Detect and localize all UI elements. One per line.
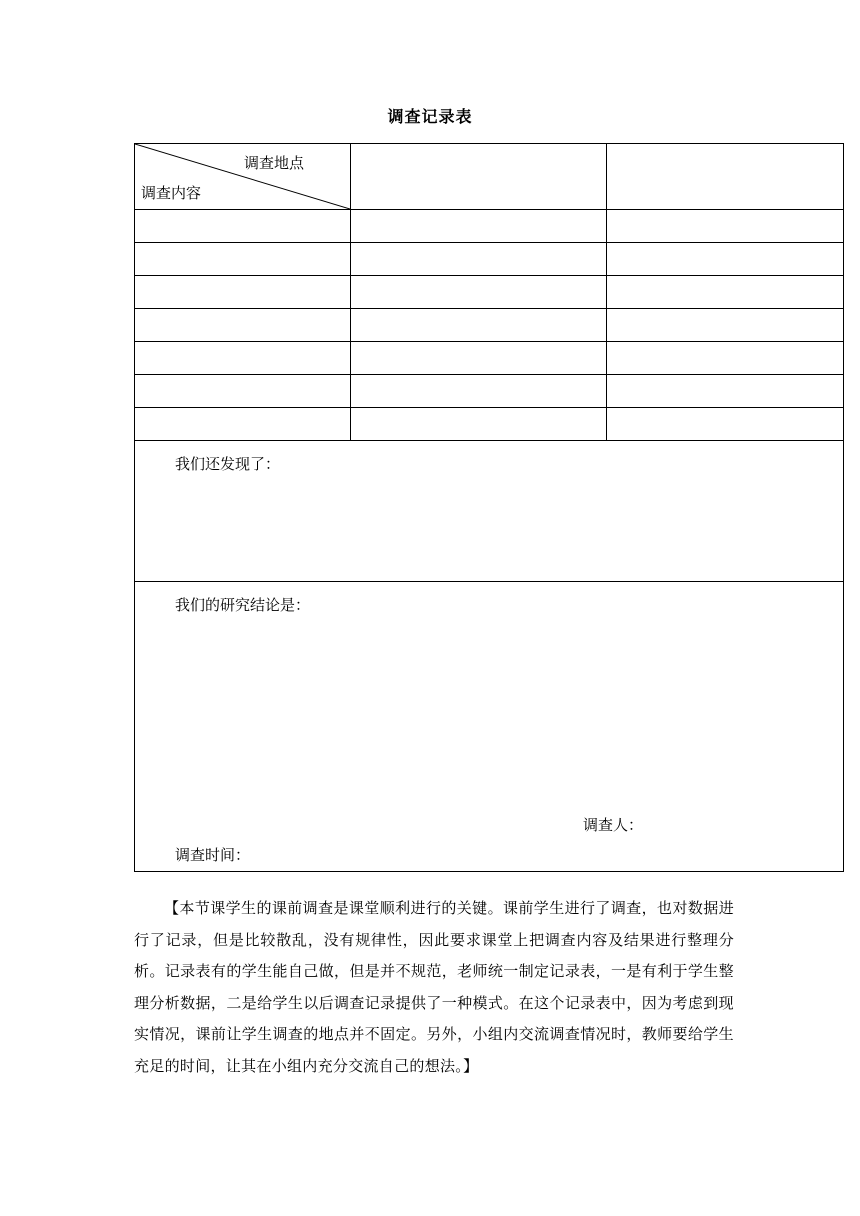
table-cell[interactable] [607,309,844,342]
table-cell[interactable] [351,309,607,342]
table-row [135,276,844,309]
table-cell[interactable] [351,342,607,375]
findings-label: 我们还发现了： [175,455,281,473]
teaching-note-paragraph: 【本节课学生的课前调查是课堂顺利进行的关键。课前学生进行了调查，也对数据进行了记录，但是比较散乱，没有规律性，因此要求课堂上把调查内容及结果进行整理分析。记录表有的学生能自己做，但是并不规范，老师统一制定记录表，一是有利于学生整理分析数据，二是给学生以后调查记录提供了一种模式。在这个记录表中，因为考虑到现实情况，课前让学生调查的地点并不固定。另外，小组内交流调查情况时，教师要给学生充足的时间，让其在小组内充分交流自己的想法。】 [134,899,734,1075]
table-cell[interactable] [607,210,844,243]
findings-row [135,441,844,582]
table-cell[interactable] [135,243,351,276]
table-cell[interactable] [135,309,351,342]
table-row [135,243,844,276]
location-cell-1[interactable] [351,144,607,210]
conclusion-cell[interactable] [135,582,844,872]
conclusion-row [135,582,844,872]
conclusion-label: 我们的研究结论是： [175,596,311,614]
table-cell[interactable] [135,375,351,408]
table-cell[interactable] [351,408,607,441]
table-cell[interactable] [135,276,351,309]
table-cell[interactable] [351,210,607,243]
table-row [135,375,844,408]
table-cell[interactable] [607,276,844,309]
survey-record-table [134,143,844,872]
header-content-label: 调查内容 [141,184,202,202]
table-cell[interactable] [135,342,351,375]
document-title: 调查记录表 [387,107,473,126]
table-cell[interactable] [607,375,844,408]
table-cell[interactable] [135,408,351,441]
investigator-label: 调查人： [583,816,644,834]
location-cell-2[interactable] [607,144,844,210]
table-cell[interactable] [607,342,844,375]
table-row [135,342,844,375]
table-header-row [135,144,844,210]
table-cell[interactable] [351,276,607,309]
findings-cell[interactable] [135,441,844,582]
table-cell[interactable] [351,375,607,408]
table-row [135,309,844,342]
header-location-label: 调查地点 [243,154,304,172]
table-cell[interactable] [351,243,607,276]
diagonal-header-cell [135,144,351,210]
survey-time-label: 调查时间： [175,846,251,864]
table-row [135,210,844,243]
table-row [135,408,844,441]
table-cell[interactable] [135,210,351,243]
table-cell[interactable] [607,243,844,276]
table-cell[interactable] [607,408,844,441]
